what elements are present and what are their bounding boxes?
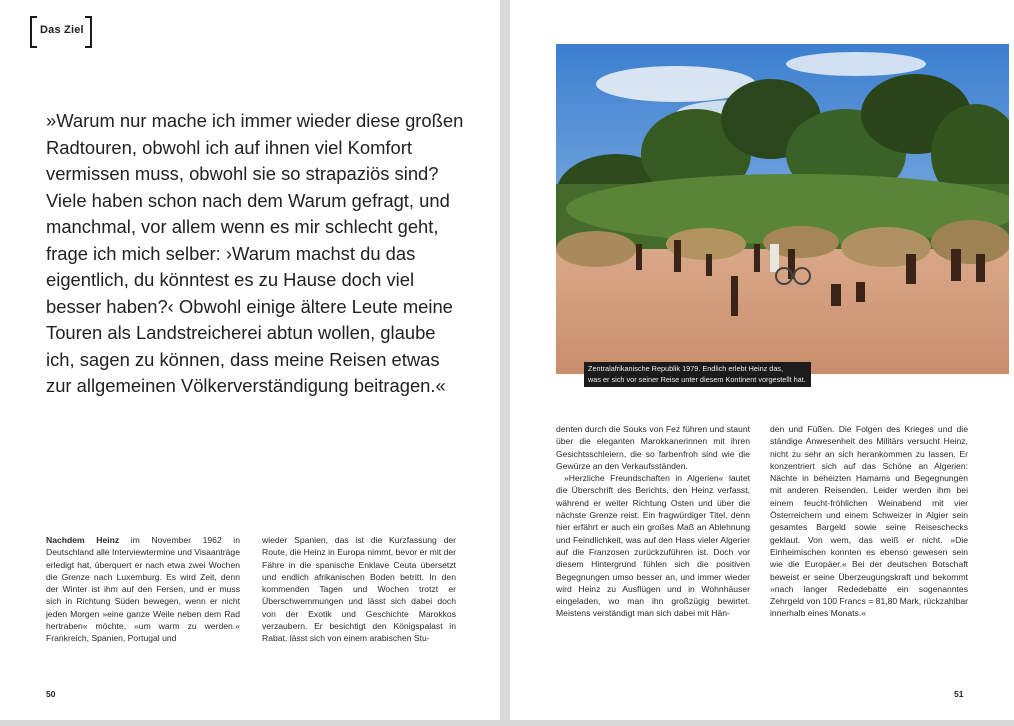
page-number-right: 51 [954,689,964,699]
column-2-text: wieder Spanien, das ist die Kurzfassung der Route, die Heinz in Europa nimmt, bevor er mit der Fähre in die spanische Enklave Ceuta übersetzt und endlich afrikanischen Boden betritt. In den kommenden Tagen und Wochen trotzt er Überschwemmungen und lässt sich dabei doch von der Exotik und Geschichte Marokkos verzaubern. Er besichtigt den Königspalast in Rabat, lässt sich von einem arabischen Stu- [262,535,456,644]
column-4 [770,423,968,620]
photo-caption [584,362,811,387]
village-photo [556,44,1009,374]
caption-line-2: was er sich vor seiner Reise unter diesem Kontinent vorgestellt hat. [588,374,806,384]
right-page [510,0,1014,720]
bracket-right [85,16,92,48]
pull-quote: »Warum nur mache ich immer wieder diese großen Radtouren, obwohl ich auf ihnen viel Komfort vermissen muss, obwohl sie so strapaziös sind? Viele haben schon nach dem Warum gefragt, und manchmal, vor allem wenn es mir schlecht geht, frage ich mich selber: ›Warum machst du das eigentlich, du könntest es zu Hause doch viel besser haben?‹ Obwohl einige ältere Leute meine Touren als Landstreicherei abtun wollen, glaube ich, sagen zu können, dass meine Reisen etwas zur allgemeinen Völkerverständigung beitragen.« [46,110,464,396]
column-1 [46,534,240,645]
column-1-lead: Nachdem Heinz [46,535,120,545]
column-3-paragraph-2: »Herzliche Freundschaften in Algerien« lautet die Überschrift des Berichts, den Heinz verfasst, während er weiter Richtung Osten und über die nächste Grenze reist. Ein fragwürdiger Titel, denn hier erfährt er auch ein großes Maß an Ablehnung und Feindlichkeit, was auf den Hass vieler Algerier auf die Franzosen zurückzuführen ist. Doch vor diesem Hintergrund fühlen sich die positiven Begegnungen umso besser an, und immer wieder wird Heinz zu Ausflügen und in Wohnhäuser eingeladen, wo man ihn großzügig bewirtet. Meistens verständigt man sich dabei mit Hän- [556,473,750,619]
photo-illustration [556,44,1009,374]
caption-line-1: Zentralafrikanische Republik 1979. Endlich erlebt Heinz das, [588,364,784,373]
section-label: Das Ziel [40,24,84,36]
column-2 [262,534,456,645]
column-3-paragraph-1: denten durch die Souks von Fez führen und staunt über die eleganten Marokkanerinnen mit ihren Gesichtsschleiern, die so farbenfroh sind wie die Gewürze an den Verkaufsständen. [556,424,750,471]
column-3 [556,423,750,620]
page-number-left: 50 [46,689,56,699]
left-page [0,0,500,720]
bracket-left [30,16,37,48]
column-4-text: den und Füßen. Die Folgen des Krieges und die ständige Anwesenheit des Militärs versucht Heinz, nicht zu sehr an sich herankommen zu lassen. Er konzentriert sich auf das Schöne an Algerien: Nächte in beheizten Hamams und Begegnungen mit anderen Reisenden. Leider werden ihm bei einem feucht-fröhlichen Weinabend mit vier Österreichern und einem Schweizer in Algier sein gesamtes Bargeld sowie seine Reiseschecks geklaut. Von wem, das weiß er nicht. »Die Einheimischen konnten es ebenso gewesen sein wie die Europäer.« Bei der deutschen Botschaft beweist er seine Überzeugungskraft und bekommt »nach langer Rededebatte ein sogenanntes Zehrgeld von 100 Francs = 81,80 Mark, rückzahlbar innerhalb eines Monats.« [770,424,968,619]
column-1-text: im November 1962 in Deutschland alle Interviewtermine und Visaanträge erledigt hat, überquert er nach etwa zwei Wochen die Grenze nach Luxemburg. Es wird Zeit, denn der Winter ist ihm auf den Fersen, und er muss sich in Richtung Süden bewegen, wenn er nicht jeden Morgen »eine ganze Weile neben dem Rad hertraben« möchte, »um warm zu werden.« Frankreich, Spanien, Portugal und [46,535,240,644]
